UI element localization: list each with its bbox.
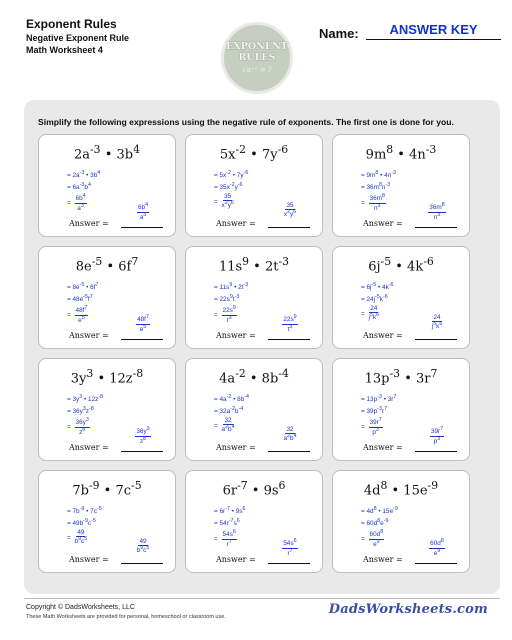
- step-1: = $6j^{-5}$ • $4k^{-6}$: [361, 282, 394, 292]
- problem-card: [38, 470, 176, 573]
- step-1: = $9m^8$ • $4n^{-3}$: [361, 170, 397, 180]
- worksheet-subtitle: Negative Exponent Rule: [26, 33, 130, 44]
- problem-card: [38, 134, 176, 237]
- step-1: = $8e^{-5}$ • $6f^7$: [67, 282, 99, 292]
- answer-value: $\frac{36y^3}{z^8}$: [136, 426, 150, 445]
- answer-value: $\frac{39r^7}{p^3}$: [430, 426, 444, 445]
- brand-logo: DadsWorksheets.com: [328, 602, 488, 617]
- step-1: = $2a^{-3}$ • $3b^4$: [67, 170, 101, 180]
- answer-value: $\frac{54s^6}{r^7}$: [283, 538, 297, 557]
- answer-label: Answer =: [69, 555, 109, 564]
- problem-expression: $3y^3$ • $12z^{-8}$: [70, 367, 144, 387]
- problem-card: [185, 470, 323, 573]
- logo-formula: √a⁺ⁿ = ?: [242, 65, 272, 74]
- logo-text: EXPONENT RULES: [226, 41, 288, 63]
- step-3: = $\frac{48f^7}{e^5}$: [67, 305, 88, 324]
- problem-card: [185, 246, 323, 349]
- step-2: = $48e^{-5}f^7$: [67, 294, 93, 304]
- step-2: = $36y^3z^{-8}$: [67, 406, 94, 416]
- answer-label: Answer =: [216, 555, 256, 564]
- answer-value: $\frac{22s^9}{t^3}$: [283, 314, 297, 333]
- problem-expression: $4d^8$ • $15e^{-9}$: [363, 479, 439, 499]
- problem-expression: $11s^9$ • $2t^{-3}$: [218, 255, 290, 275]
- worksheet-title: Exponent Rules: [26, 17, 117, 31]
- step-2: = $49b^{-9}c^{-5}$: [67, 518, 96, 528]
- name-label: Name:: [319, 26, 359, 41]
- footer-divider: [24, 598, 500, 599]
- step-3: = $\frac{36y^3}{z^8}$: [67, 417, 89, 436]
- answer-label: Answer =: [363, 219, 403, 228]
- step-2: = $22s^9t^{-3}$: [214, 294, 240, 304]
- answer-label: Answer =: [216, 331, 256, 340]
- step-1: = $4a^{-2}$ • $8b^{-4}$: [214, 394, 250, 404]
- step-2: = $54r^{-7}s^6$: [214, 518, 240, 528]
- answer-label: Answer =: [69, 219, 109, 228]
- step-2: = $24j^{-5}k^{-6}$: [361, 294, 388, 304]
- answer-label: Answer =: [69, 443, 109, 452]
- answer-value: $\frac{49}{b^9c^5}$: [136, 538, 150, 555]
- step-1: = $5x^{-2}$ • $7y^{-6}$: [214, 170, 249, 180]
- worksheet-page: [14, 10, 498, 630]
- problem-expression: $5x^{-2}$ • $7y^{-6}$: [219, 143, 289, 163]
- problem-card: [332, 134, 470, 237]
- step-2: = $36m^8n^{-3}$: [361, 182, 391, 192]
- step-3: = $\frac{54s^6}{r^7}$: [214, 529, 236, 548]
- step-2: = $60d^8e^{-9}$: [361, 518, 389, 528]
- copyright: Copyright © DadsWorksheets, LLC: [26, 604, 135, 611]
- problem-expression: $6j^{-5}$ • $4k^{-6}$: [368, 255, 434, 275]
- step-3: = $\frac{36m^8}{n^3}$: [361, 193, 385, 212]
- step-3: = $\frac{35}{x^2y^6}$: [214, 193, 234, 210]
- exponent-rules-logo: [221, 22, 293, 94]
- step-2: = $6a^{-3}b^4$: [67, 182, 91, 192]
- answer-value: $\frac{48f^7}{e^5}$: [137, 314, 149, 333]
- step-1: = $7b^{-9}$ • $7c^{-5}$: [67, 506, 102, 516]
- step-1: = $3y^3$ • $12z^{-8}$: [67, 394, 104, 404]
- answer-label: Answer =: [363, 555, 403, 564]
- step-3: = $\frac{49}{b^9c^5}$: [67, 529, 88, 546]
- step-3: = $\frac{24}{j^5k^6}$: [361, 305, 380, 322]
- step-1: = $4d^8$ • $15e^{-9}$: [361, 506, 398, 516]
- header-block: [26, 16, 129, 56]
- worksheet-number: Math Worksheet 4: [26, 45, 103, 56]
- problem-expression: $8e^{-5}$ • $6f^7$: [75, 255, 139, 275]
- problem-expression: $6r^{-7}$ • $9s^6$: [222, 479, 286, 499]
- answer-value: $\frac{36m^8}{n^3}$: [429, 202, 445, 221]
- step-1: = $11s^9$ • $2t^{-3}$: [214, 282, 249, 292]
- problem-expression: $4a^{-2}$ • $8b^{-4}$: [219, 367, 289, 387]
- problem-card: [38, 358, 176, 461]
- problem-card: [185, 358, 323, 461]
- problem-expression: $7b^{-9}$ • $7c^{-5}$: [72, 479, 142, 499]
- problem-card: [185, 134, 323, 237]
- problem-card: [332, 470, 470, 573]
- problem-expression: $13p^{-3}$ • $3r^7$: [364, 367, 438, 387]
- answer-value: $\frac{24}{j^5k^6}$: [431, 314, 443, 331]
- answer-label: Answer =: [216, 443, 256, 452]
- answer-label: Answer =: [363, 331, 403, 340]
- step-2: = $32a^{-2}b^{-4}$: [214, 406, 244, 416]
- answer-value: $\frac{35}{x^2y^6}$: [283, 202, 297, 219]
- name-field[interactable]: ANSWER KEY: [366, 22, 501, 40]
- step-3: = $\frac{6b^4}{a^3}$: [67, 193, 86, 212]
- step-3: = $\frac{32}{a^2b^4}$: [214, 417, 235, 434]
- step-2: = $35x^{-2}y^{-6}$: [214, 182, 243, 192]
- step-1: = $6r^{-7}$ • $9s^6$: [214, 506, 246, 516]
- step-3: = $\frac{22s^9}{t^3}$: [214, 305, 236, 324]
- step-3: = $\frac{39r^7}{p^3}$: [361, 417, 382, 436]
- answer-label: Answer =: [69, 331, 109, 340]
- answer-label: Answer =: [363, 443, 403, 452]
- answer-value: $\frac{32}{a^2b^4}$: [283, 426, 297, 443]
- step-2: = $39p^{-3}r^7$: [361, 406, 388, 416]
- problem-expression: $2a^{-3}$ • $3b^4$: [73, 143, 140, 163]
- answer-label: Answer =: [216, 219, 256, 228]
- problem-card: [332, 358, 470, 461]
- step-1: = $13p^{-3}$ • $3r^7$: [361, 394, 397, 404]
- usage-note: These Math Worksheets are provided for personal, homeschool or classroom use.: [26, 614, 226, 620]
- problem-expression: $9m^8$ • $4n^{-3}$: [365, 143, 437, 163]
- instructions: Simplify the following expressions using the negative rule of exponents. The first one is done for you.: [38, 117, 454, 127]
- problem-card: [332, 246, 470, 349]
- answer-value: $\frac{6b^4}{a^3}$: [137, 202, 149, 221]
- problem-card: [38, 246, 176, 349]
- answer-value: $\frac{60d^8}{e^9}$: [430, 538, 444, 557]
- step-3: = $\frac{60d^8}{e^9}$: [361, 529, 384, 548]
